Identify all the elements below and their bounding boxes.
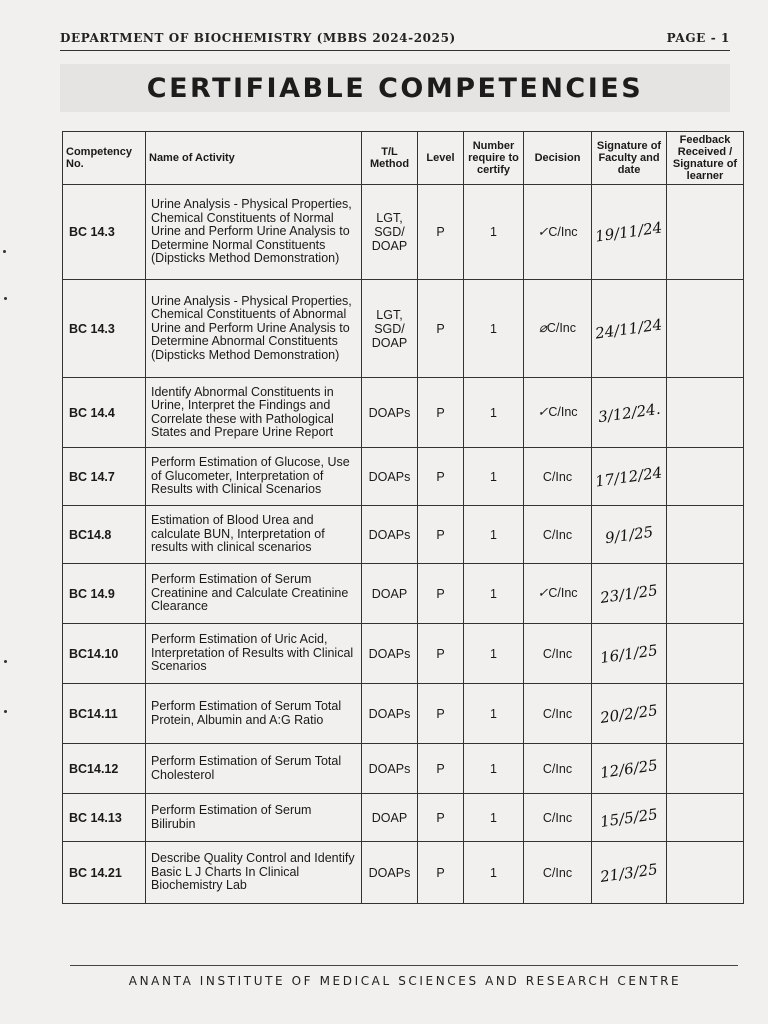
activity-name-cell: Perform Estimation of Uric Acid, Interpretation of Results with Clinical Scenarios xyxy=(146,624,362,684)
level-cell: P xyxy=(418,684,464,744)
decision-mark: ✓ xyxy=(537,224,549,240)
decision-text: C/Inc xyxy=(548,586,578,600)
page-number: PAGE - 1 xyxy=(666,31,730,45)
faculty-signature-cell xyxy=(592,794,667,842)
decision-mark: ✓ xyxy=(537,586,549,601)
tl-method-cell: DOAP xyxy=(362,794,418,842)
number-required-cell: 1 xyxy=(464,378,524,448)
level-cell: P xyxy=(418,624,464,684)
handwritten-date: 15/5/25 xyxy=(599,804,659,831)
activity-name-cell: Urine Analysis - Physical Properties, Chemical Constituents of Normal Urine and Perform Urine Analysis to Determine Normal Constituents (Dipsticks Method Demonstration) xyxy=(146,185,362,280)
activity-name-cell: Perform Estimation of Serum Total Cholesterol xyxy=(146,744,362,794)
handwritten-date: 19/11/24 xyxy=(594,218,664,246)
col-activity: Name of Activity xyxy=(146,132,362,185)
faculty-signature-cell xyxy=(592,564,667,624)
number-required-cell: 1 xyxy=(464,684,524,744)
table-header-row xyxy=(63,132,744,185)
institute-footer: ANANTA INSTITUTE OF MEDICAL SCIENCES AND RESEARCH CENTRE xyxy=(128,974,682,988)
level-cell: P xyxy=(418,280,464,378)
decision-text: C/Inc xyxy=(542,646,573,661)
handwritten-date: 21/3/25 xyxy=(599,859,659,886)
learner-feedback-cell xyxy=(667,842,744,904)
title-banner xyxy=(60,64,730,112)
decision-text: C/Inc xyxy=(542,527,573,542)
learner-feedback-cell xyxy=(667,564,744,624)
competency-code-cell: BC 14.3 xyxy=(63,185,146,280)
table-row xyxy=(63,564,744,624)
competency-table xyxy=(62,131,744,904)
number-required-cell: 1 xyxy=(464,794,524,842)
learner-feedback-cell xyxy=(667,185,744,280)
competency-code-cell: BC14.8 xyxy=(63,506,146,564)
competency-code-cell: BC14.10 xyxy=(63,624,146,684)
col-decision: Decision xyxy=(524,132,592,185)
handwritten-date: 17/12/24 xyxy=(594,462,664,491)
level-cell: P xyxy=(418,378,464,448)
activity-name-cell: Perform Estimation of Serum Bilirubin xyxy=(146,794,362,842)
activity-name-cell: Identify Abnormal Constituents in Urine, Interpret the Findings and Correlate these with Pathological States and Prepare Urine Report xyxy=(146,378,362,448)
number-required-cell: 1 xyxy=(464,506,524,564)
decision-cell xyxy=(524,185,592,280)
handwritten-date: 20/2/25 xyxy=(599,700,659,727)
margin-mark xyxy=(3,250,6,253)
competency-code-cell: BC 14.7 xyxy=(63,448,146,506)
table-row xyxy=(63,842,744,904)
margin-mark xyxy=(4,297,7,300)
number-required-cell: 1 xyxy=(464,564,524,624)
learner-feedback-cell xyxy=(667,624,744,684)
handwritten-date: 3/12/24. xyxy=(596,399,662,426)
table-row xyxy=(63,744,744,794)
learner-feedback-cell xyxy=(667,378,744,448)
activity-name-cell: Perform Estimation of Glucose, Use of Glucometer, Interpretation of Results with Clinical Scenarios xyxy=(146,448,362,506)
decision-cell xyxy=(524,506,592,564)
activity-name-cell: Perform Estimation of Serum Total Protein, Albumin and A:G Ratio xyxy=(146,684,362,744)
faculty-signature-cell xyxy=(592,506,667,564)
decision-text: C/Inc xyxy=(542,761,573,776)
competency-code-cell: BC14.12 xyxy=(63,744,146,794)
table-row xyxy=(63,506,744,564)
tl-method-cell: DOAP xyxy=(362,564,418,624)
decision-text: C/Inc xyxy=(542,865,573,880)
competency-code-cell: BC 14.21 xyxy=(63,842,146,904)
level-cell: P xyxy=(418,185,464,280)
decision-text: C/Inc xyxy=(546,321,576,335)
col-competency-no: Competency No. xyxy=(63,132,146,185)
page-header xyxy=(60,28,730,48)
handwritten-date: 16/1/25 xyxy=(599,640,659,667)
col-method: T/L Method xyxy=(362,132,418,185)
tl-method-cell: DOAPs xyxy=(362,842,418,904)
learner-feedback-cell xyxy=(667,506,744,564)
decision-cell xyxy=(524,794,592,842)
tl-method-cell: LGT, SGD/ DOAP xyxy=(362,185,418,280)
faculty-signature-cell xyxy=(592,842,667,904)
tl-method-cell: DOAPs xyxy=(362,448,418,506)
activity-name-cell: Urine Analysis - Physical Properties, Chemical Constituents of Abnormal Urine and Perform Urine Analysis to Determine Abnormal Constituents (Dipsticks Method Demonstration) xyxy=(146,280,362,378)
level-cell: P xyxy=(418,564,464,624)
handwritten-date: 24/11/24 xyxy=(594,314,664,343)
department-heading: DEPARTMENT OF BIOCHEMISTRY (MBBS 2024-2025) xyxy=(60,31,456,45)
competency-code-cell: BC 14.9 xyxy=(63,564,146,624)
decision-cell xyxy=(524,378,592,448)
faculty-signature-cell xyxy=(592,684,667,744)
learner-feedback-cell xyxy=(667,280,744,378)
activity-name-cell: Estimation of Blood Urea and calculate BUN, Interpretation of results with clinical scenarios xyxy=(146,506,362,564)
table-row xyxy=(63,624,744,684)
level-cell: P xyxy=(418,744,464,794)
number-required-cell: 1 xyxy=(464,448,524,506)
decision-text: C/Inc xyxy=(548,224,578,239)
handwritten-date: 23/1/25 xyxy=(599,580,659,607)
faculty-signature-cell xyxy=(592,624,667,684)
decision-text: C/Inc xyxy=(542,469,573,484)
handwritten-date: 9/1/25 xyxy=(603,522,655,547)
table-row xyxy=(63,280,744,378)
competency-code-cell: BC 14.3 xyxy=(63,280,146,378)
decision-text: C/Inc xyxy=(548,405,578,419)
col-learner-feedback: Feedback Received / Signature of learner xyxy=(667,132,744,185)
tl-method-cell: DOAPs xyxy=(362,624,418,684)
col-faculty-signature: Signature of Faculty and date xyxy=(592,132,667,185)
competency-code-cell: BC 14.4 xyxy=(63,378,146,448)
competency-code-cell: BC 14.13 xyxy=(63,794,146,842)
decision-cell xyxy=(524,280,592,378)
tl-method-cell: DOAPs xyxy=(362,506,418,564)
faculty-signature-cell xyxy=(592,448,667,506)
decision-cell xyxy=(524,842,592,904)
handwritten-date: 12/6/25 xyxy=(599,755,659,782)
table-row xyxy=(63,378,744,448)
number-required-cell: 1 xyxy=(464,185,524,280)
col-number-required: Number require to certify xyxy=(464,132,524,185)
number-required-cell: 1 xyxy=(464,624,524,684)
number-required-cell: 1 xyxy=(464,744,524,794)
tl-method-cell: DOAPs xyxy=(362,744,418,794)
footer-divider xyxy=(70,965,738,966)
decision-cell xyxy=(524,684,592,744)
level-cell: P xyxy=(418,842,464,904)
decision-cell xyxy=(524,448,592,506)
number-required-cell: 1 xyxy=(464,280,524,378)
decision-text: C/Inc xyxy=(542,810,573,825)
learner-feedback-cell xyxy=(667,794,744,842)
page-title: CERTIFIABLE COMPETENCIES xyxy=(146,72,644,104)
activity-name-cell: Perform Estimation of Serum Creatinine and Calculate Creatinine Clearance xyxy=(146,564,362,624)
decision-mark: ✓ xyxy=(537,405,549,420)
level-cell: P xyxy=(418,506,464,564)
learner-feedback-cell xyxy=(667,684,744,744)
activity-name-cell: Describe Quality Control and Identify Basic L J Charts In Clinical Biochemistry Lab xyxy=(146,842,362,904)
tl-method-cell: DOAPs xyxy=(362,378,418,448)
margin-mark xyxy=(4,710,7,713)
decision-mark: ⌀ xyxy=(538,321,547,336)
margin-mark xyxy=(4,660,7,663)
table-row xyxy=(63,684,744,744)
decision-cell xyxy=(524,624,592,684)
faculty-signature-cell xyxy=(592,744,667,794)
competency-code-cell: BC14.11 xyxy=(63,684,146,744)
faculty-signature-cell xyxy=(592,378,667,448)
col-level: Level xyxy=(418,132,464,185)
faculty-signature-cell xyxy=(592,185,667,280)
level-cell: P xyxy=(418,448,464,506)
learner-feedback-cell xyxy=(667,744,744,794)
table-row xyxy=(63,794,744,842)
decision-text: C/Inc xyxy=(542,706,573,721)
decision-cell xyxy=(524,564,592,624)
level-cell: P xyxy=(418,794,464,842)
table-row xyxy=(63,448,744,506)
tl-method-cell: DOAPs xyxy=(362,684,418,744)
faculty-signature-cell xyxy=(592,280,667,378)
number-required-cell: 1 xyxy=(464,842,524,904)
header-divider xyxy=(60,50,730,51)
decision-cell xyxy=(524,744,592,794)
tl-method-cell: LGT, SGD/ DOAP xyxy=(362,280,418,378)
table-row xyxy=(63,185,744,280)
learner-feedback-cell xyxy=(667,448,744,506)
